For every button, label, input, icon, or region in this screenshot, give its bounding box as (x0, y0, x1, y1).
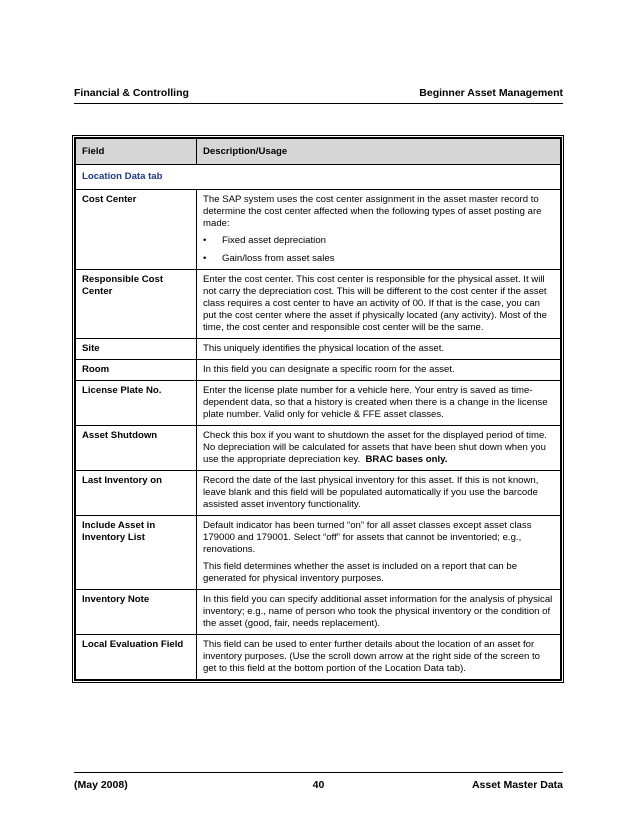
field-description (197, 426, 561, 471)
description-bold-text: BRAC bases only. (365, 454, 448, 465)
footer-date: (May 2008) (74, 779, 128, 791)
field-description: Enter the license plate number for a vehicle here. Your entry is saved as time-dependent data, so that a history is created when there is a change in the license plate number. Valid only for vehicle & FFE asset classes. (197, 381, 561, 426)
field-name: Responsible Cost Center (76, 270, 197, 339)
table-row (76, 471, 561, 516)
field-name: Include Asset in Inventory List (76, 516, 197, 590)
table-row (76, 516, 561, 590)
column-header-description: Description/Usage (197, 139, 561, 165)
field-name: Room (76, 360, 197, 381)
page-footer (74, 772, 563, 795)
field-name: Site (76, 339, 197, 360)
section-title: Location Data tab (76, 165, 561, 190)
footer-section: Asset Master Data (471, 779, 563, 791)
field-description: Enter the cost center. This cost center is responsible for the physical asset. It will not carry the depreciation cost. This will be different to the cost center if the asset class requires a cost center to have an activity of 00. If that is the case, you can put the cost center where the asset if physically located (any activity). Most of the time, the cost center and responsible cost center will be the same. (197, 270, 561, 339)
field-name: Inventory Note (76, 590, 197, 635)
section-row (76, 165, 561, 190)
description-text: The SAP system uses the cost center assignment in the asset master record to determine the cost center affected when the following types of asset posting are made: (203, 194, 542, 229)
field-name: Cost Center (76, 190, 197, 270)
field-description (197, 516, 561, 590)
description-text: Check this box if you want to shutdown the asset for the displayed period of time. No depreciation will be calculated for assets that have been shut down when you use the appropriate depreciation key. (203, 430, 547, 465)
header-right: Beginner Asset Management (419, 87, 563, 99)
field-description (197, 190, 561, 270)
field-name: Last Inventory on (76, 471, 197, 516)
page-header (74, 87, 563, 104)
field-name: Asset Shutdown (76, 426, 197, 471)
bullet-item: • Fixed asset depreciation (203, 235, 326, 246)
table-row (76, 360, 561, 381)
bullet-text: Gain/loss from asset sales (222, 253, 335, 264)
table-row (76, 339, 561, 360)
field-description: This field can be used to enter further details about the location of an asset for inventory purposes. (Use the scroll down arrow at the right side of the screen to get to this field at the bottom portion of the Location Data tab). (197, 635, 561, 680)
column-header-field: Field (76, 139, 197, 165)
bullet-text: Fixed asset depreciation (222, 235, 326, 246)
table-row (76, 590, 561, 635)
table-row (76, 426, 561, 471)
field-description: Record the date of the last physical inventory for this asset. If this is not known, leave blank and this field will be populated automatically if you use the barcode assisted asset inventory functionality. (197, 471, 561, 516)
field-name: License Plate No. (76, 381, 197, 426)
page-number: 40 (312, 779, 325, 791)
header-left: Financial & Controlling (74, 87, 189, 99)
field-description: This uniquely identifies the physical location of the asset. (197, 339, 561, 360)
field-description: In this field you can specify additional asset information for the analysis of physical inventory; e.g., name of person who took the physical inventory or the condition of the asset (good, fair, needs replacement). (197, 590, 561, 635)
field-description: In this field you can designate a specific room for the asset. (197, 360, 561, 381)
bullet-item: • Gain/loss from asset sales (203, 253, 335, 264)
table-row (76, 190, 561, 270)
description-text: This field determines whether the asset is included on a report that can be generated for physical inventory purposes. (203, 561, 518, 584)
field-name: Local Evaluation Field (76, 635, 197, 680)
description-text: Default indicator has been turned “on” for all asset classes except asset class 179000 and 179001. Select “off” for assets that cannot be inventoried; e.g., renovations. (203, 520, 532, 555)
table-header-row (76, 139, 561, 165)
table-row (76, 270, 561, 339)
field-table (72, 135, 564, 683)
table-row (76, 381, 561, 426)
table-row (76, 635, 561, 680)
